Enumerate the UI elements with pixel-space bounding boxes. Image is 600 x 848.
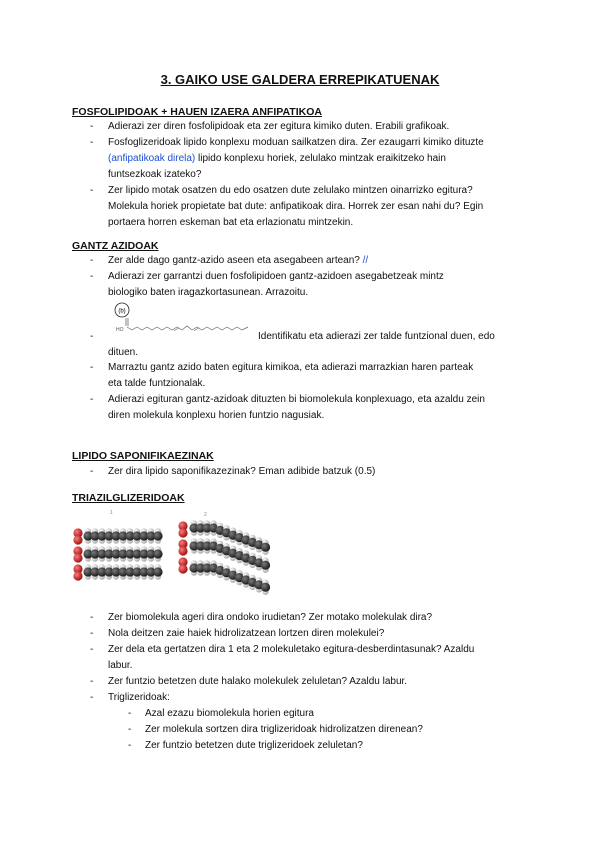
bullet: - [90, 612, 94, 623]
triglyceride-molecule-1 [73, 528, 162, 580]
question-text: Zer biomolekula ageri dira ondoko irudietan? Zer motako molekulak dira? [108, 612, 433, 623]
bullet: - [90, 137, 94, 148]
section-heading-gantz-azidoak: GANTZ AZIDOAK [72, 240, 159, 252]
question-text: (anfipatikoak direla) lipido konplexu horiek, zelulako mintzak eraikitzeko hain [108, 153, 446, 164]
question-text: Zer alde dago gantz-azido aseen eta asegabeen artean? // [108, 255, 369, 266]
fatty-acid-structure-figure [108, 300, 258, 336]
atom-sphere [153, 567, 162, 576]
question-text: diren molekula konplexu horien funtzio nagusiak. [108, 410, 325, 421]
question-text: Zer lipido motak osatzen du edo osatzen dute zelulako mintzen oinarrizko egitura? [108, 185, 473, 196]
bullet: - [90, 255, 94, 266]
triglyceride-molecules-figure [70, 506, 270, 598]
highlighted-text: (anfipatikoak direla) [108, 153, 196, 164]
question-text: Identifikatu eta adierazi zer talde funtzional duen, edo [258, 331, 495, 342]
section-heading-triazilglizeridoak: TRIAZILGLIZERIDOAK [72, 492, 185, 504]
atom-sphere [178, 564, 187, 573]
svg-text:HO: HO [116, 327, 124, 333]
section-heading-saponifikaezinak: LIPIDO SAPONIFIKAEZINAK [72, 450, 214, 462]
figure-number: 1 [110, 510, 113, 516]
question-text: dituen. [108, 347, 139, 358]
question-text: biologiko baten iragazkortasunean. Arrazoitu. [108, 287, 309, 298]
section-heading-fosfolipidoak: FOSFOLIPIDOAK + HAUEN IZAERA ANFIPATIKOA [72, 106, 322, 118]
atom-sphere [73, 553, 82, 562]
bullet: - [90, 466, 94, 477]
annotation-mark: // [362, 255, 369, 266]
question-text: Zer funtzio betetzen dute halako molekulek zeluletan? Azaldu labur. [108, 676, 408, 687]
sub-question-text: Zer molekula sortzen dira triglizeridoak hidrolizatzen direnean? [145, 724, 423, 735]
question-text: Marraztu gantz azido baten egitura kimikoa, eta adierazi marrazkian haren parteak [108, 362, 474, 373]
atom-sphere [73, 571, 82, 580]
sub-question-text: Zer funtzio betetzen dute triglizeridoek zeluletan? [145, 740, 363, 751]
question-text: Zer dira lipido saponifikazezinak? Eman adibide batzuk (0.5) [108, 466, 376, 477]
atom-sphere [261, 583, 270, 592]
bullet: - [90, 362, 94, 373]
atom-sphere [73, 535, 82, 544]
page-title: 3. GAIKO USE GALDERA ERREPIKATUENAK [160, 72, 440, 87]
atom-sphere [153, 549, 162, 558]
bullet: - [90, 185, 94, 196]
question-text: Adierazi zer garrantzi duen fosfolipidoen gantz-azidoen asegabetzeak mintz [108, 271, 444, 282]
bullet: - [90, 644, 94, 655]
sub-bullet: - [128, 740, 132, 751]
bullet: - [90, 121, 94, 132]
bullet: - [90, 692, 94, 703]
question-text: Triglizeridoak: [108, 692, 170, 703]
question-text: funtsezkoak izateko? [108, 169, 202, 180]
question-text: Molekula horiek propietate bat dute: anfipatikoak dira. Horrek zer esan nahi du? Egin [108, 201, 484, 212]
atom-sphere [261, 543, 270, 552]
triglyceride-molecule-2 [178, 520, 270, 595]
atom-sphere [178, 546, 187, 555]
question-text: eta talde funtzionalak. [108, 378, 206, 389]
figure-number: 2 [204, 512, 207, 518]
bullet: - [90, 331, 94, 342]
bullet: - [90, 628, 94, 639]
bullet: - [90, 676, 94, 687]
bullet: - [90, 394, 94, 405]
atom-sphere [178, 528, 187, 537]
question-text: Adierazi egituran gantz-azidoak dituzten bi biomolekula konplexuago, eta azaldu zein [108, 394, 485, 405]
question-text: Nola deitzen zaie haiek hidrolizatzean lortzen diren molekulei? [108, 628, 385, 639]
sub-question-text: Azal ezazu biomolekula horien egitura [145, 708, 314, 719]
sub-bullet: - [128, 708, 132, 719]
sub-bullet: - [128, 724, 132, 735]
atom-sphere [261, 561, 270, 570]
atom-sphere [153, 531, 162, 540]
question-text: Fosfoglizeridoak lipido konplexu moduan sailkatzen dira. Zer ezaugarri kimiko dituzte [108, 137, 484, 148]
question-text: portaera horren eskeman bat eta erlazionatu mintzekin. [108, 217, 354, 228]
question-text: labur. [108, 660, 133, 671]
question-text: Adierazi zer diren fosfolipidoak eta zer egitura kimiko duten. Erabili grafikoak. [108, 121, 450, 132]
bullet: - [90, 271, 94, 282]
question-text: Zer dela eta gertatzen dira 1 eta 2 molekuletako egitura-desberdintasunak? Azaldu [108, 644, 475, 655]
figure-label: (b) [118, 308, 126, 315]
